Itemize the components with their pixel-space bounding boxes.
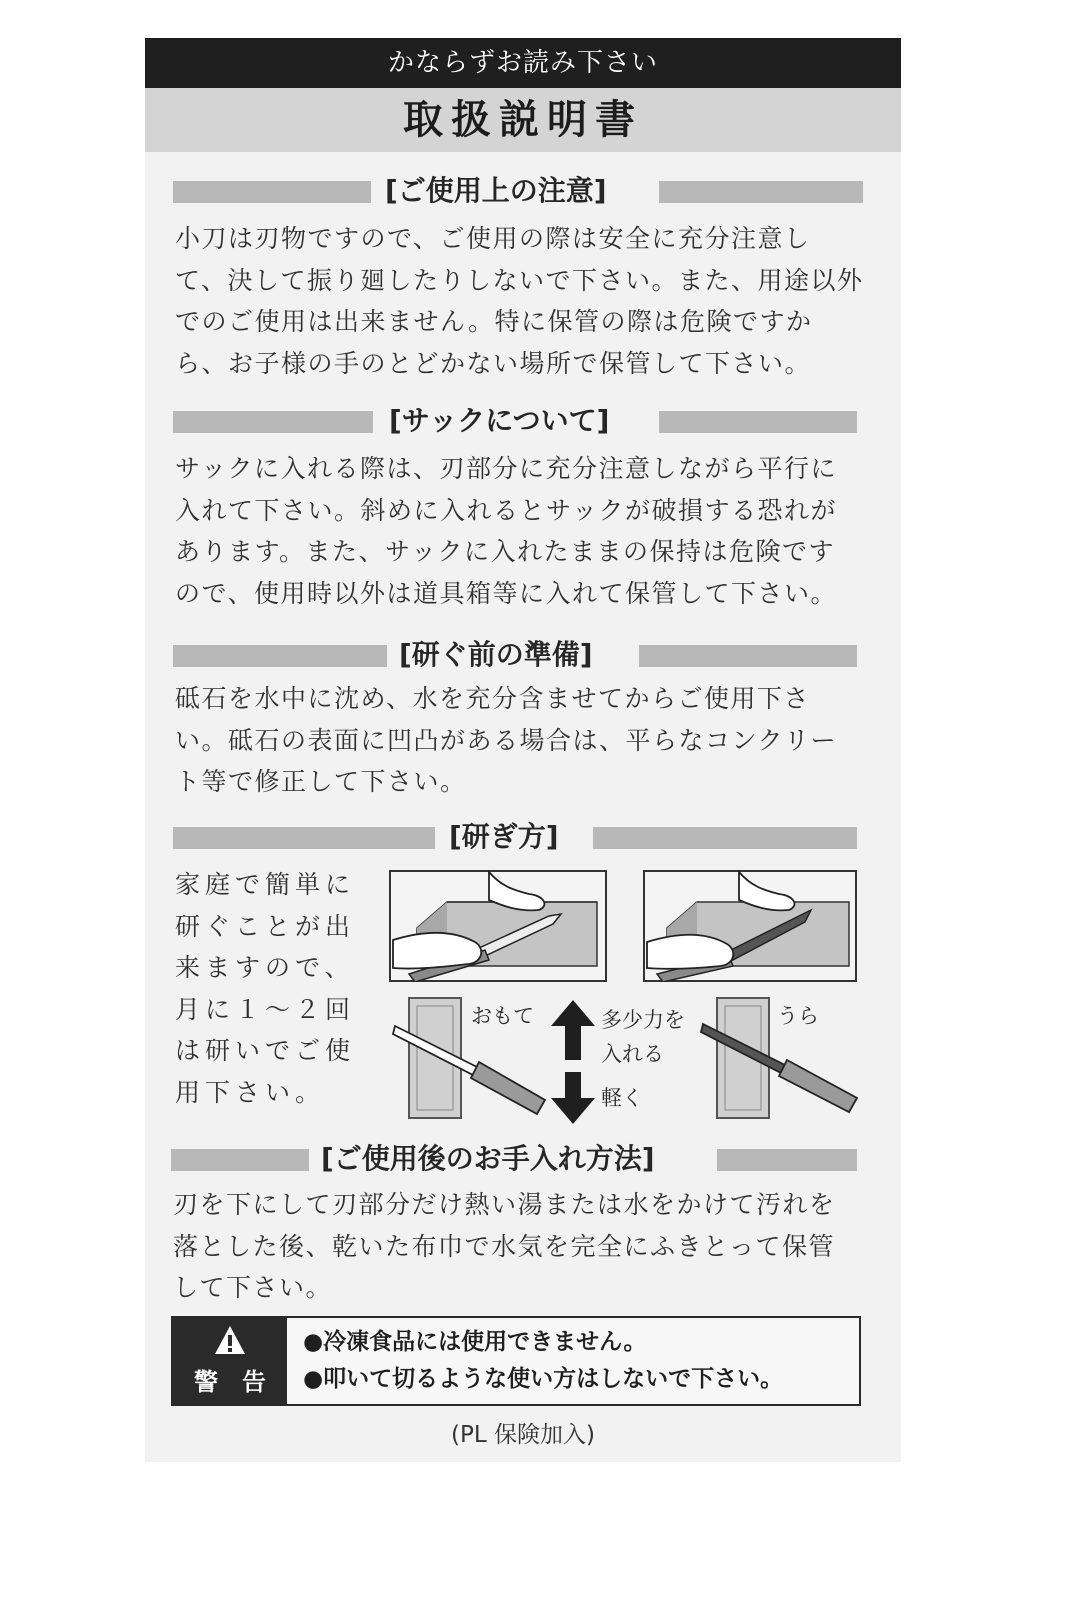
text-line: 刃を下にして刃部分だけ熱い湯または水をかけて汚れを [173,1190,836,1219]
text-line: 来ますので、 [175,953,355,982]
read-notice-banner: かならずお読み下さい [145,38,901,88]
text-line: でのご使用は出来ません。特に保管の際は危険ですか [175,307,813,336]
heading-bar-right [659,411,857,433]
text-line: サックに入れる際は、刃部分に充分注意しながら平行に [175,454,838,483]
push-pull-arrows-icon [549,998,597,1126]
text-line: ト等で修正して下さい。 [175,767,467,796]
heading-label: [ご使用上の注意] [385,174,607,207]
text-line: 砥石を水中に沈め、水を充分含ませてからご使用下さ [175,684,811,713]
text-line: して下さい。 [173,1273,333,1302]
heading-bar-right [717,1149,857,1171]
push-label-line1: 多少力を [601,1008,685,1032]
heading-label: [研ぎ方] [449,820,559,853]
heading-label: [研ぐ前の準備] [399,638,593,671]
warning-triangle-icon [213,1324,247,1356]
heading-bar-right [639,645,857,667]
text-line: 小刀は刃物ですので、ご使用の際は安全に充分注意し [175,224,811,253]
section-heading-sheath [145,404,901,438]
text-line: あります。また、サックに入れたままの保持は危険です [175,537,836,566]
heading-bar-right [593,827,857,849]
howto-paragraph [175,864,365,1113]
text-line: は研いでご使 [175,1036,356,1065]
section-heading-caution [145,174,901,208]
warning-item: ●叩いて切るような使い方はしないで下さい。 [303,1366,784,1392]
warning-label-block [173,1318,287,1404]
light-label: 軽く [601,1086,643,1110]
preparation-paragraph [175,678,875,803]
section-heading-preparation [145,638,901,672]
instruction-sheet [145,38,901,1462]
text-line: 用下さい。 [175,1077,326,1107]
warning-items [303,1324,783,1398]
heading-label: [サックについて] [389,404,610,437]
front-label: おもて [471,1004,534,1028]
text-line: て、決して振り廻したりしないで下さい。また、用途以外 [175,265,864,295]
heading-bar-right [659,181,863,203]
text-line: い。砥石の表面に凹凸がある場合は、平らなコンクリー [175,725,838,755]
heading-bar-left [171,1149,309,1171]
heading-bar-left [173,645,387,667]
sharpening-back-illustration [643,870,857,982]
heading-bar-left [173,411,373,433]
caution-paragraph [175,218,875,384]
warning-item: ●冷凍食品には使用できません。 [303,1329,647,1355]
heading-bar-left [173,827,435,849]
section-heading-howto [145,820,901,854]
warning-box [171,1316,861,1406]
text-line: ら、お子様の手のとどかない場所で保管して下さい。 [175,348,812,378]
care-paragraph [173,1184,873,1309]
back-label: うら [777,1004,819,1028]
text-line: 落とした後、乾いた布巾で水気を完全にふきとって保管 [173,1231,836,1261]
heading-label: [ご使用後のお手入れ方法] [321,1142,655,1175]
push-label-line2: 入れる [601,1042,664,1066]
text-line: 家庭で簡単に [175,870,356,899]
section-heading-care [145,1142,901,1176]
warning-label-text: 警 告 [194,1368,266,1396]
text-line: 研ぐことが出 [175,911,356,941]
text-line: ので、使用時以外は道具箱等に入れて保管して下さい。 [175,578,838,608]
text-line: 入れて下さい。斜めに入れるとサックが破損する恐れが [175,495,838,525]
heading-bar-left [173,181,371,203]
page-title: 取扱説明書 [145,88,901,152]
sharpening-front-illustration [389,870,607,982]
text-line: 月に１～２回 [175,994,356,1024]
sheath-paragraph [175,448,875,614]
pl-insurance-note: (PL 保険加入) [451,1422,595,1448]
